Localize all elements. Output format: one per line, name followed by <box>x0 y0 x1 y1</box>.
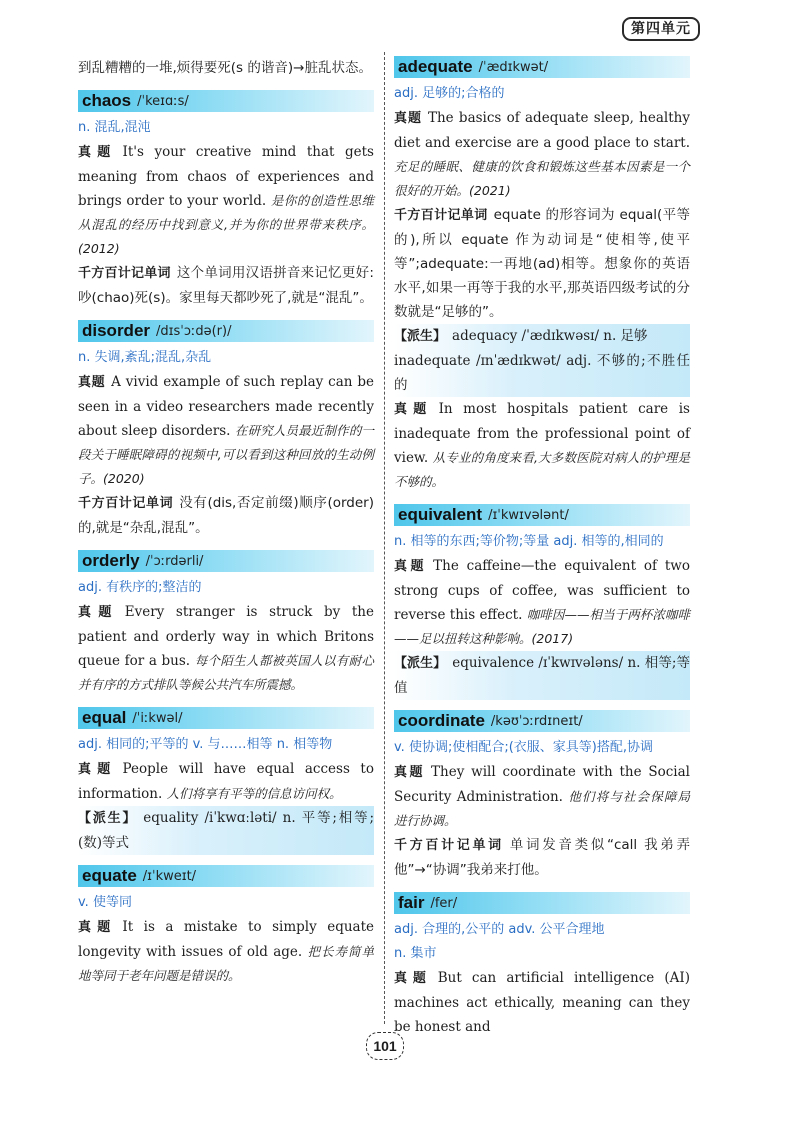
example-en: It is a mistake to simply equate longevity with issues of old age. <box>78 919 374 960</box>
phonetic: /dɪsˈɔːdə(r)/ <box>156 323 232 339</box>
entry-disorder <box>78 320 374 540</box>
headword: chaos <box>82 91 132 110</box>
phonetic: /ɪˈkwɪvələnt/ <box>488 507 569 523</box>
memo-text: 这个单词用汉语拼音来记忆更好:吵(chao)死(s)。家里每天都吵死了,就是“混乱”。 <box>78 265 374 306</box>
headword-bar <box>78 320 374 342</box>
example-en: Every stranger is struck by the patient and orderly way in which Britons queue for a bus. <box>78 604 374 669</box>
definition: n. 失调,紊乱;混乱,杂乱 <box>78 350 212 365</box>
entry-equal <box>78 707 374 855</box>
exam-tag: 真题 <box>78 145 117 160</box>
definition: adj. 有秩序的;整洁的 <box>78 580 202 595</box>
definition: v. 使协调;使相配合;(衣服、家具等)搭配,协调 <box>394 740 653 755</box>
definition: adj. 足够的;合格的 <box>394 86 505 101</box>
phonetic: /kəʊˈɔːrdɪneɪt/ <box>490 713 583 729</box>
example-zh: 把长寿简单地等同于老年问题是错误的。 <box>78 944 374 983</box>
example-en: It's your creative mind that gets meaning from chaos of experiences and brings order to your world. <box>78 144 374 209</box>
exam-tag: 真题 <box>78 762 117 777</box>
phonetic: /ɪˈkweɪt/ <box>142 868 197 884</box>
headword-bar <box>78 865 374 887</box>
memo-tag: 千方百计记单词 <box>394 838 504 853</box>
right-column <box>394 56 690 1039</box>
headword: equal <box>82 708 127 727</box>
entry-equivalent <box>394 504 690 700</box>
example-zh: 每个陌生人都被英国人以有耐心并有序的方式排队等候公共汽车所震撼。 <box>78 653 374 692</box>
continued-text: 到乱糟糟的一堆,烦得要死(s 的谐音)→脏乱状态。 <box>78 60 372 76</box>
derivative-tag: 【派生】 <box>78 811 138 826</box>
definition: v. 使等同 <box>78 895 132 910</box>
derivative-tag: 【派生】 <box>394 329 447 344</box>
phonetic: /ˈkeɪɑːs/ <box>137 93 189 109</box>
memo-text: 没有(dis,否定前缀)顺序(order)的,就是“杂乱,混乱”。 <box>78 495 374 536</box>
derivative-text: adequacy /ˈædɪkwəsɪ/ n. 足够 <box>452 328 648 344</box>
definition: adj. 相同的;平等的 v. 与……相等 n. 相等物 <box>78 737 333 752</box>
headword: coordinate <box>398 711 485 730</box>
page-number: 101 <box>366 1032 404 1060</box>
example-en: They will coordinate with the Social Security Administration. <box>394 764 690 805</box>
example-en: People will have equal access to information. <box>78 761 374 802</box>
memo-text: 单词发音类似“call 我弟弄他”→“协调”我弟来打他。 <box>394 837 690 878</box>
unit-label: 第四单元 <box>622 17 700 41</box>
headword-bar <box>78 550 374 572</box>
memo-tag: 千方百计记单词 <box>394 208 488 223</box>
headword-bar <box>78 707 374 729</box>
headword: orderly <box>82 551 140 570</box>
example-en: But can artificial intelligence (AI) machines act ethically, meaning can they be honest and <box>394 970 690 1035</box>
derivative-text-2: inadequate /ɪnˈædɪkwət/ adj. 不够的;不胜任的 <box>394 349 690 397</box>
exam-tag: 真题 <box>78 920 117 935</box>
derivative-text: equivalence /ɪˈkwɪvələns/ n. 相等;等值 <box>394 655 690 696</box>
example-en: The caffeine—the equivalent of two strong cups of coffee, was sufficient to reverse this effect. <box>394 558 690 623</box>
headword: fair <box>398 893 425 912</box>
phonetic: /ˈædɪkwət/ <box>478 59 549 75</box>
derivative-text: equality /iˈkwɑːləti/ n. 平等;相等;(数)等式 <box>78 810 374 851</box>
example-zh: 在研究人员最近制作的一段关于睡眠障碍的视频中,可以看到这种回放的生动例子。(2020) <box>78 423 374 486</box>
headword: adequate <box>398 57 473 76</box>
entry-equate <box>78 865 374 988</box>
headword: equate <box>82 866 137 885</box>
exam-tag: 真题 <box>394 765 426 780</box>
exam-tag: 真题 <box>78 375 106 390</box>
definition: adj. 合理的,公平的 adv. 公平合理地 <box>394 922 605 937</box>
example-en: In most hospitals patient care is inadequate from the professional point of view. <box>394 401 690 466</box>
exam-tag: 真题 <box>394 559 428 574</box>
entry-coordinate <box>394 710 690 882</box>
exam-tag: 真题 <box>394 402 433 417</box>
example-zh: 充足的睡眠、健康的饮食和锻炼这些基本因素是一个很好的开始。(2021) <box>394 159 690 198</box>
left-column <box>78 56 374 988</box>
memo-text: equate 的形容词为 equal(平等的),所以 equate 作为动词是“使相等,使平等”;adequate:一再地(ad)相等。想象你的英语水平,如果一再等于我的水平,那英语四级考试的分数就是“足够的”。 <box>394 207 690 320</box>
example-zh: 他们将与社会保障局进行协调。 <box>394 789 690 828</box>
headword-bar <box>394 504 690 526</box>
memo-tag: 千方百计记单词 <box>78 496 174 511</box>
headword: disorder <box>82 321 151 340</box>
phonetic: /ˈɔːrdərli/ <box>145 553 204 569</box>
headword-bar <box>394 56 690 78</box>
exam-tag: 真题 <box>394 111 422 126</box>
example-zh: 人们将享有平等的信息访问权。 <box>166 786 342 801</box>
definition: n. 混乱,混沌 <box>78 120 151 135</box>
example-en: The basics of adequate sleep, healthy diet and exercise are a good place to start. <box>394 110 690 151</box>
headword-bar <box>78 90 374 112</box>
exam-tag: 真题 <box>394 971 432 986</box>
entry-adequate <box>394 56 690 494</box>
column-divider <box>384 52 385 1024</box>
headword-bar <box>394 892 690 914</box>
entry-fair <box>394 892 690 1039</box>
headword: equivalent <box>398 505 483 524</box>
memo-tag: 千方百计记单词 <box>78 266 171 281</box>
example-zh: 咖啡因——相当于两杯浓咖啡——足以扭转这种影响。(2017) <box>394 607 690 646</box>
exam-tag: 真题 <box>78 605 119 620</box>
phonetic: /fer/ <box>430 895 458 911</box>
derivative-tag: 【派生】 <box>394 656 447 671</box>
headword-bar <box>394 710 690 732</box>
entry-orderly <box>78 550 374 697</box>
phonetic: /ˈiːkwəl/ <box>132 710 183 726</box>
example-en: A vivid example of such replay can be seen in a video researchers made recently about sleep disorders. <box>78 374 374 439</box>
example-zh: 从专业的角度来看,大多数医院对病人的护理是不够的。 <box>394 450 690 489</box>
entry-chaos <box>78 90 374 310</box>
definition-2: n. 集市 <box>394 946 437 961</box>
example-zh: 是你的创造性思维从混乱的经历中找到意义,并为你的世界带来秩序。(2012) <box>78 193 374 256</box>
definition: n. 相等的东西;等价物;等量 adj. 相等的,相同的 <box>394 534 664 549</box>
